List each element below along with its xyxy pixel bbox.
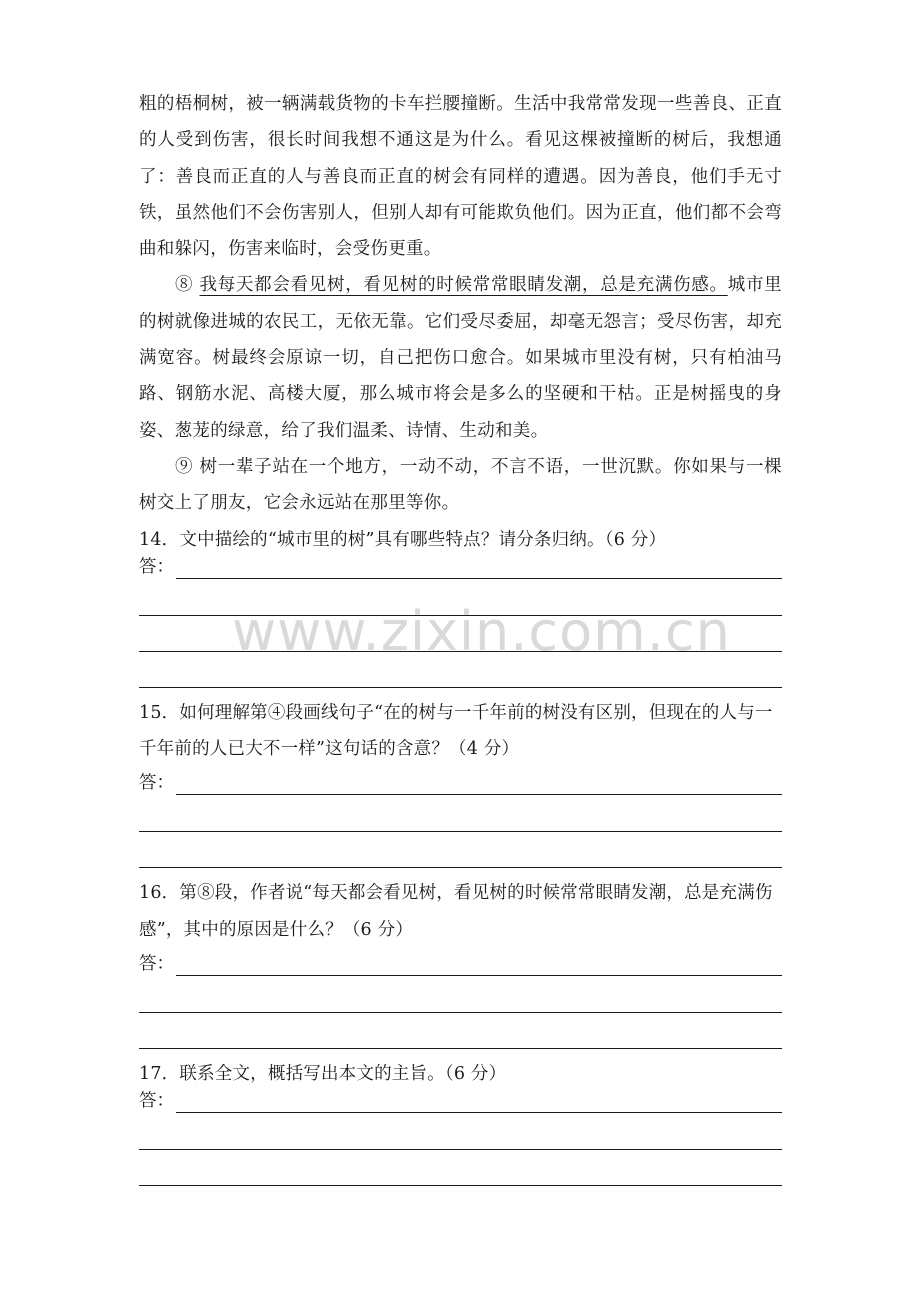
underlined-sentence: 我每天都会看见树，看见树的时候常常眼睛发潮，总是充满伤感。 <box>199 275 728 296</box>
paragraph-9-text: 树一辈子站在一个地方，一动不动，不言不语，一世沉默。你如果与一棵树交上了朋友，它会永远站在那里等你。 <box>139 456 782 514</box>
question-15-text: 15．如何理解第④段画线句子“在的树与一千年前的树没有区别，但现在的人与一千年前的人已大不一样”这句话的含意？（4 分） <box>139 702 773 760</box>
answer-row-17 <box>139 1092 782 1114</box>
passage-paragraph-9 <box>139 449 782 522</box>
answer-line[interactable] <box>139 652 782 688</box>
watermark: www.zixin.com.cn <box>232 600 731 663</box>
answer-line[interactable] <box>139 580 782 616</box>
answer-label: 答： <box>139 773 174 794</box>
paragraph-8-rest: 城市里的树就像进城的农民工，无依无靠。它们受尽委屈，却毫无怨言；受尽伤害，却充满宽容。树最终会原谅一切，自己把伤口愈合。如果城市里没有树，只有柏油马路、钢筋水泥、高楼大厦，那么城市将会是多么的坚硬和干枯。正是树摇曳的身姿、葱茏的绿意，给了我们温柔、诗情、生动和美。 <box>139 275 782 441</box>
answer-line[interactable] <box>176 974 782 976</box>
answer-line[interactable] <box>176 1111 782 1113</box>
exam-page <box>139 86 782 1186</box>
paragraph-number-8: ⑧ <box>175 275 194 296</box>
answer-line[interactable] <box>176 577 782 579</box>
answer-line[interactable] <box>139 832 782 868</box>
answer-row-16 <box>139 948 782 977</box>
answer-label: 答： <box>139 1091 174 1112</box>
answer-line[interactable] <box>139 977 782 1013</box>
answer-label: 答： <box>139 556 174 577</box>
answer-line[interactable] <box>176 793 782 795</box>
passage-paragraph-continued: 粗的梧桐树，被一辆满载货物的卡车拦腰撞断。生活中我常常发现一些善良、正直的人受到伤害，很长时间我想不通这是为什么。看见这棵被撞断的树后，我想通了：善良而正直的人与善良而正直的树会有同样的遭遇。因为善良，他们手无寸铁，虽然他们不会伤害别人，但别人却有可能欺负他们。因为正直，他们都不会弯曲和躲闪，伤害来临时，会受伤更重。 <box>139 94 782 260</box>
answer-line[interactable] <box>139 616 782 652</box>
question-16 <box>139 875 782 1049</box>
answer-row-14 <box>139 558 782 580</box>
question-14-text: 14．文中描绘的“城市里的树”具有哪些特点？请分条归纳。（6 分） <box>139 529 667 550</box>
answer-line[interactable] <box>139 1114 782 1150</box>
answer-line[interactable] <box>139 1013 782 1049</box>
question-17 <box>139 1056 782 1186</box>
answer-row-15 <box>139 767 782 796</box>
question-17-text: 17．联系全文，概括写出本文的主旨。（6 分） <box>139 1064 507 1085</box>
paragraph-number-9: ⑨ <box>175 456 194 477</box>
answer-label: 答： <box>139 954 174 975</box>
answer-line[interactable] <box>139 1150 782 1186</box>
passage-paragraph-8 <box>139 267 782 448</box>
answer-line[interactable] <box>139 796 782 832</box>
question-15 <box>139 695 782 869</box>
question-14 <box>139 522 782 688</box>
question-16-text: 16．第⑧段，作者说“每天都会看见树，看见树的时候常常眼睛发潮，总是充满伤感”，其中的原因是什么？（6 分） <box>139 883 773 940</box>
